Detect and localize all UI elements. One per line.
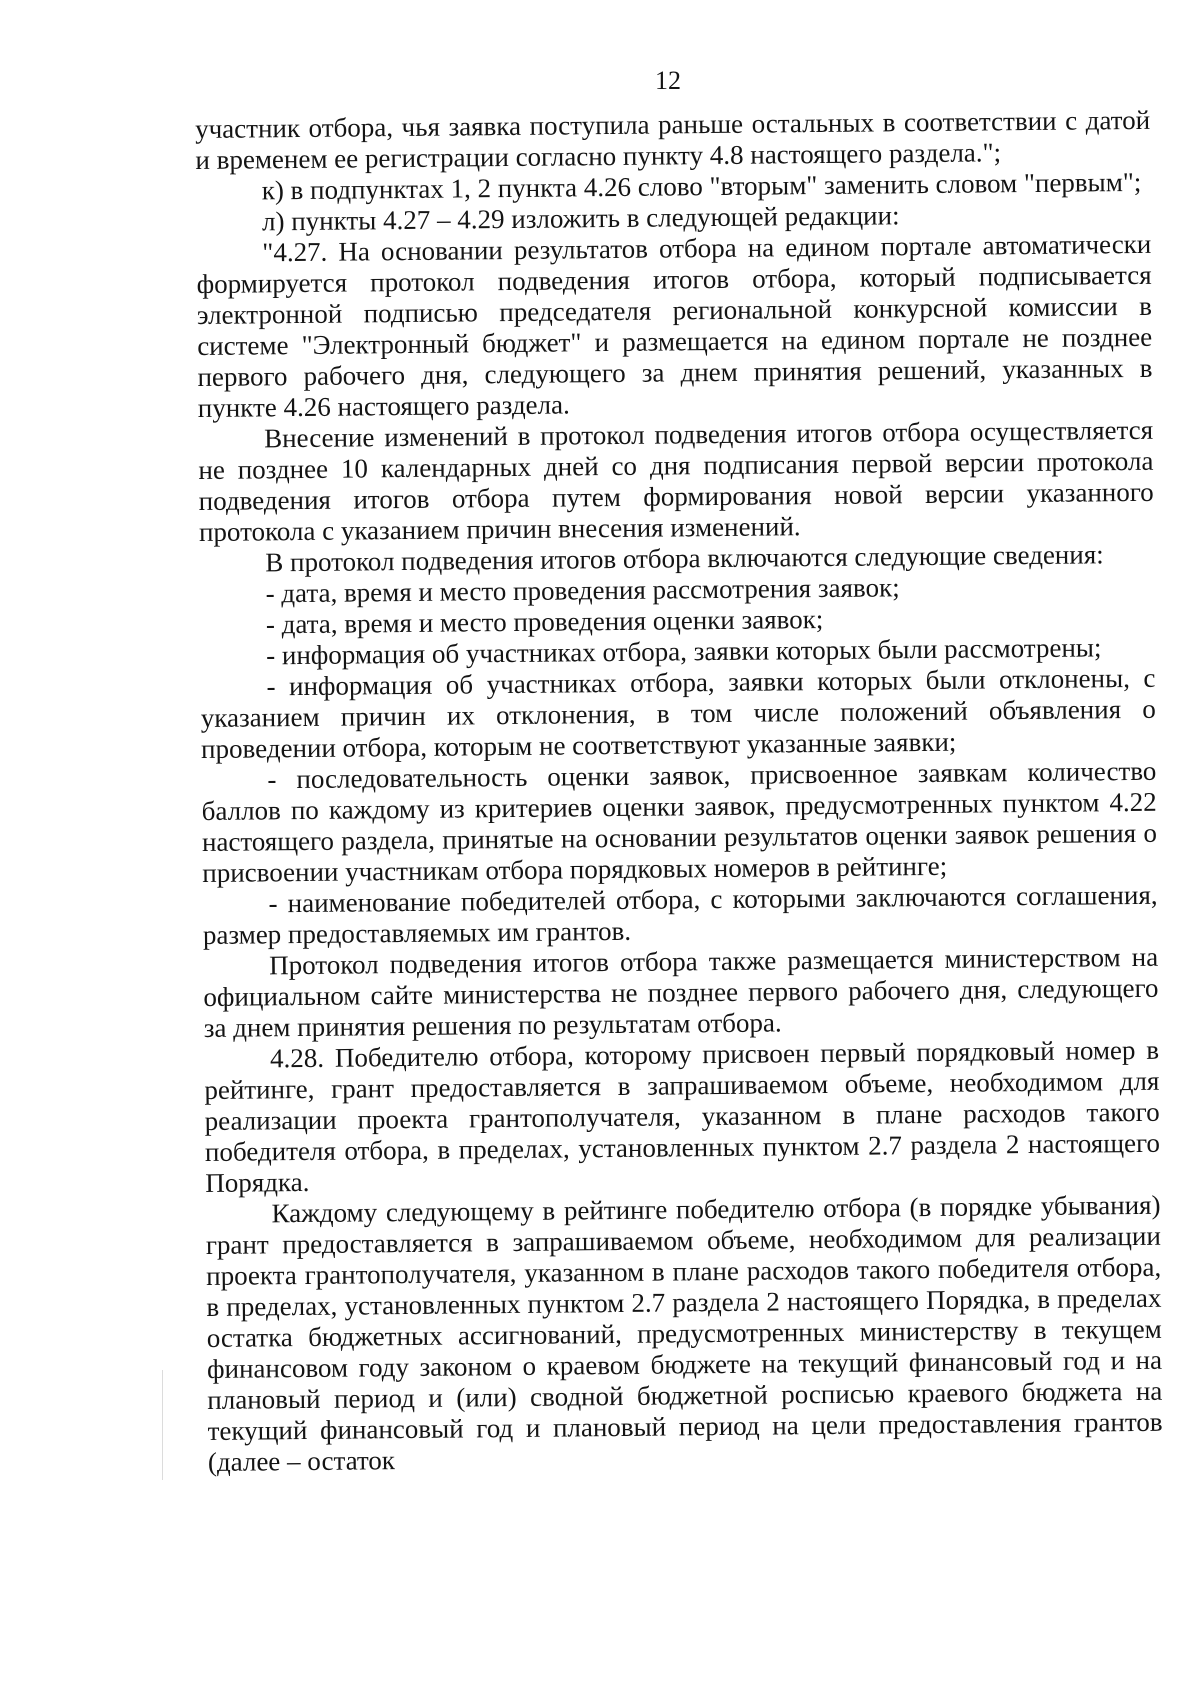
list-item-evaluation-date: - дата, время и место проведения оценки заявок; [265,603,824,640]
document-body [195,105,1163,1478]
list-item-review-date: - дата, время и место проведения рассмотрения заявок; [265,572,900,609]
paragraph-continuation: участник отбора, чья заявка поступила раньше остальных в соответствии с датой и временем ее регистрации согласно пункту 4.8 настоящего раздела."; [195,104,1151,175]
paragraph-protocol-changes: Внесение изменений в протокол подведения итогов отбора осуществляется не позднее 10 календарных дней со дня подписания первой версии протокола подведения итогов отбора путем формирования новой версии указанного протокола с указанием причин внесения изменений. [198,414,1154,547]
list-item-winners: - наименование победителей отбора, с которыми заключаются соглашения, размер предоставляемых им грантов. [202,879,1158,950]
paragraph-item-l: л) пункты 4.27 – 4.29 изложить в следующей редакции: [261,200,900,237]
paragraph-next-winners: Каждому следующему в рейтинге победителю отбора (в порядке убывания) грант предоставляется в запрашиваемом объеме, необходимом для реализации проекта грантополучателя, указанном в плане расходов такого победителя отбора, в пределах, установленных пунктом 2.7 раздела 2 настоящего Порядка, в пределах остатка бюджетных ассигнований, предусмотренных министерству в текущем финансовом году законом о краевом бюджете на текущий финансовый год и на плановый период и (или) сводной бюджетной росписью краевого бюджета на текущий финансовый год и плановый период на цели предоставления грантов (далее – остаток [205,1189,1163,1477]
paragraph-protocol-publication: Протокол подведения итогов отбора также размещается министерством на официальном сайте министерства не позднее первого рабочего дня, следующего за днем принятия решения по результатам отбора. [203,941,1159,1043]
page-number: 12 [655,66,681,95]
paragraph-protocol-contents: В протокол подведения итогов отбора включаются следующие сведения: [265,539,1104,578]
paragraph-item-k: к) в подпунктах 1, 2 пункта 4.26 слово "вторым" заменить словом "первым"; [261,166,1142,206]
paragraph-clause-4-27: "4.27. На основании результатов отбора на едином портале автоматически формируется протокол подведения итогов отбора, который подписывается электронной подписью председателя региональной конкурсной комиссии в системе "Электронный бюджет" и размещается на едином портале не позднее первого рабочего дня, следующего за днем принятия решений, указанных в пункте 4.26 настоящего раздела. [196,228,1153,423]
list-item-rejected-participants: - информация об участниках отбора, заявки которых были отклонены, с указанием причин их отклонения, в том числе положений объявления о проведении отбора, которым не соответствуют указанные заявки; [200,662,1156,764]
paragraph-clause-4-28: 4.28. Победителю отбора, которому присвоен первый порядковый номер в рейтинге, грант предоставляется в запрашиваемом объеме, необходимом для реализации проекта грантополучателя, указанном в плане расходов такого победителя отбора, в пределах, установленных пунктом 2.7 раздела 2 настоящего Порядка. [204,1034,1161,1198]
scan-artifact [162,1370,163,1480]
list-item-reviewed-participants: - информация об участниках отбора, заявки которых были рассмотрены; [266,632,1102,671]
list-item-evaluation-sequence: - последовательность оценки заявок, присвоенное заявкам количество баллов по каждому из критериев оценки заявок, предусмотренных пунктом 4.22 настоящего раздела, принятые на основании результатов оценки заявок решения о присвоении участникам отбора порядковых номеров в рейтинге; [201,755,1158,888]
